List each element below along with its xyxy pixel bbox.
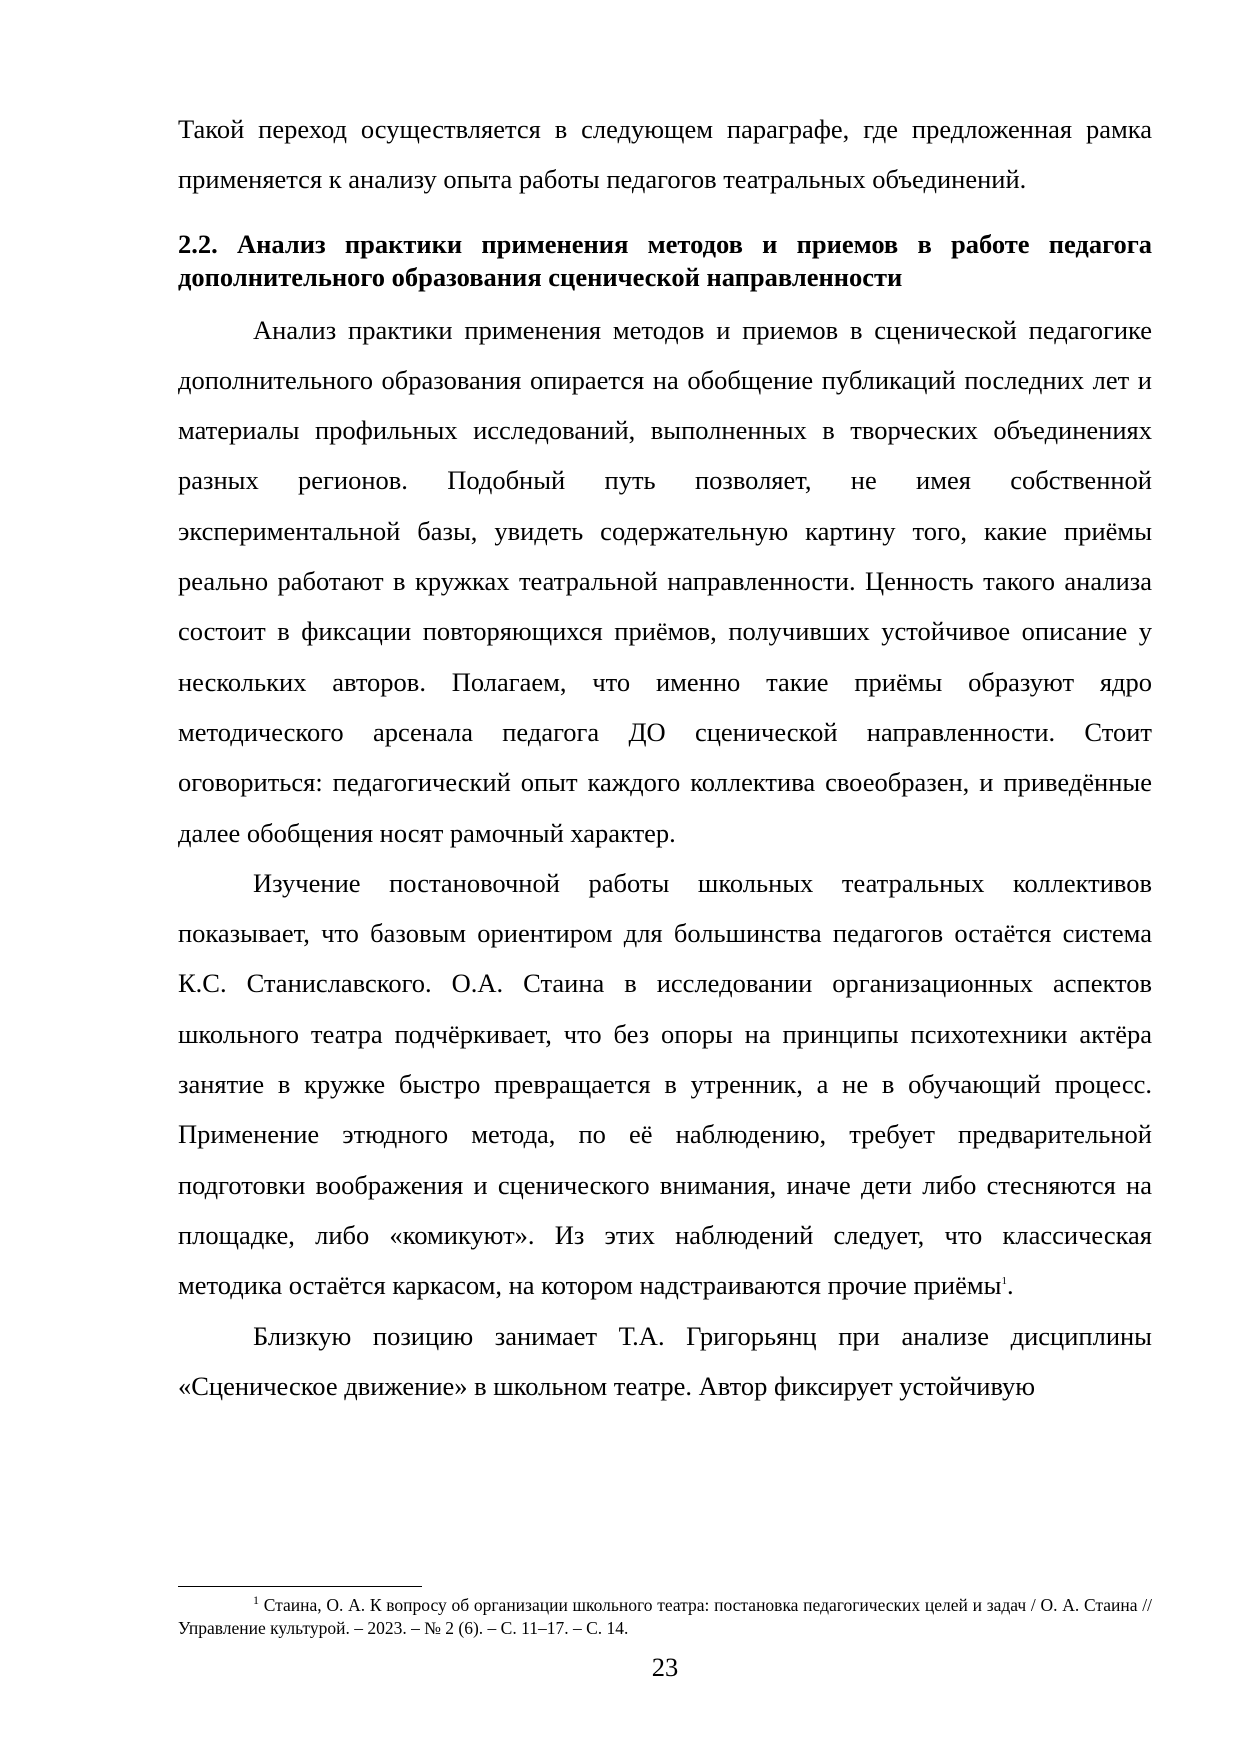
section-heading: 2.2. Анализ практики применения методов и приемов в работе педагога дополнительного образования сценической направленности xyxy=(178,228,1152,292)
body-paragraph-1: Анализ практики применения методов и приемов в сценической педагогике дополнительного образования опирается на обобщение публикаций последних лет и материалы профильных исследований, выполненных в творческих объединениях разных регионов. Подобный путь позволяет, не имея собственной экспериментальной базы, увидеть содержательную картину того, какие приёмы реально работают в кружках театральной направленности. Ценность такого анализа состоит в фиксации повторяющихся приёмов, получивших устойчивое описание у нескольких авторов. Полагаем, что именно такие приёмы образуют ядро методического арсенала педагога ДО сценической направленности. Стоит оговориться: педагогический опыт каждого коллектива своеобразен, и приведённые далее обобщения носят рамочный характер. xyxy=(178,314,1152,848)
body-paragraph-2-trailing: . xyxy=(1006,1270,1014,1301)
footnote-text: Стаина, О. А. К вопросу об организации школьного театра: постановка педагогических целей и задач / О. А. Стаина // Управление культурой. – 2023. – № 2 (6). – С. 11–17. – С. 14. xyxy=(178,1595,1152,1638)
footnote-reference[interactable]: 1 xyxy=(1001,1275,1007,1288)
footnote xyxy=(178,1594,1152,1640)
body-paragraph-2 xyxy=(178,858,1152,1311)
intro-paragraph: Такой переход осуществляется в следующем параграфе, где предложенная рамка применяется к анализу опыта работы педагогов театральных объединений. xyxy=(178,114,1152,195)
body-paragraph-3: Близкую позицию занимает Т.А. Григорьянц при анализе дисциплины «Сценическое движение» в школьном театре. Автор фиксирует устойчивую xyxy=(178,1320,1152,1401)
footnote-number: 1 xyxy=(253,1593,259,1608)
body-paragraph-2-text: Изучение постановочной работы школьных театральных коллективов показывает, что базовым ориентиром для большинства педагогов остаётся система К.С. Станиславского. О.А. Стаина в исследовании организационных аспектов школьного театра подчёркивает, что без опоры на принципы психотехники актёра занятие в кружке быстро превращается в утренник, а не в обучающий процесс. Применение этюдного метода, по её наблюдению, требует предварительной подготовки воображения и сценического внимания, иначе дети либо стесняются на площадке, либо «комикуют». Из этих наблюдений следует, что классическая методика остаётся каркасом, на котором надстраиваются прочие приёмы xyxy=(178,867,1152,1301)
page-number: 23 xyxy=(651,1652,679,1682)
page-body xyxy=(178,104,1152,1411)
footnote-separator xyxy=(178,1586,422,1587)
